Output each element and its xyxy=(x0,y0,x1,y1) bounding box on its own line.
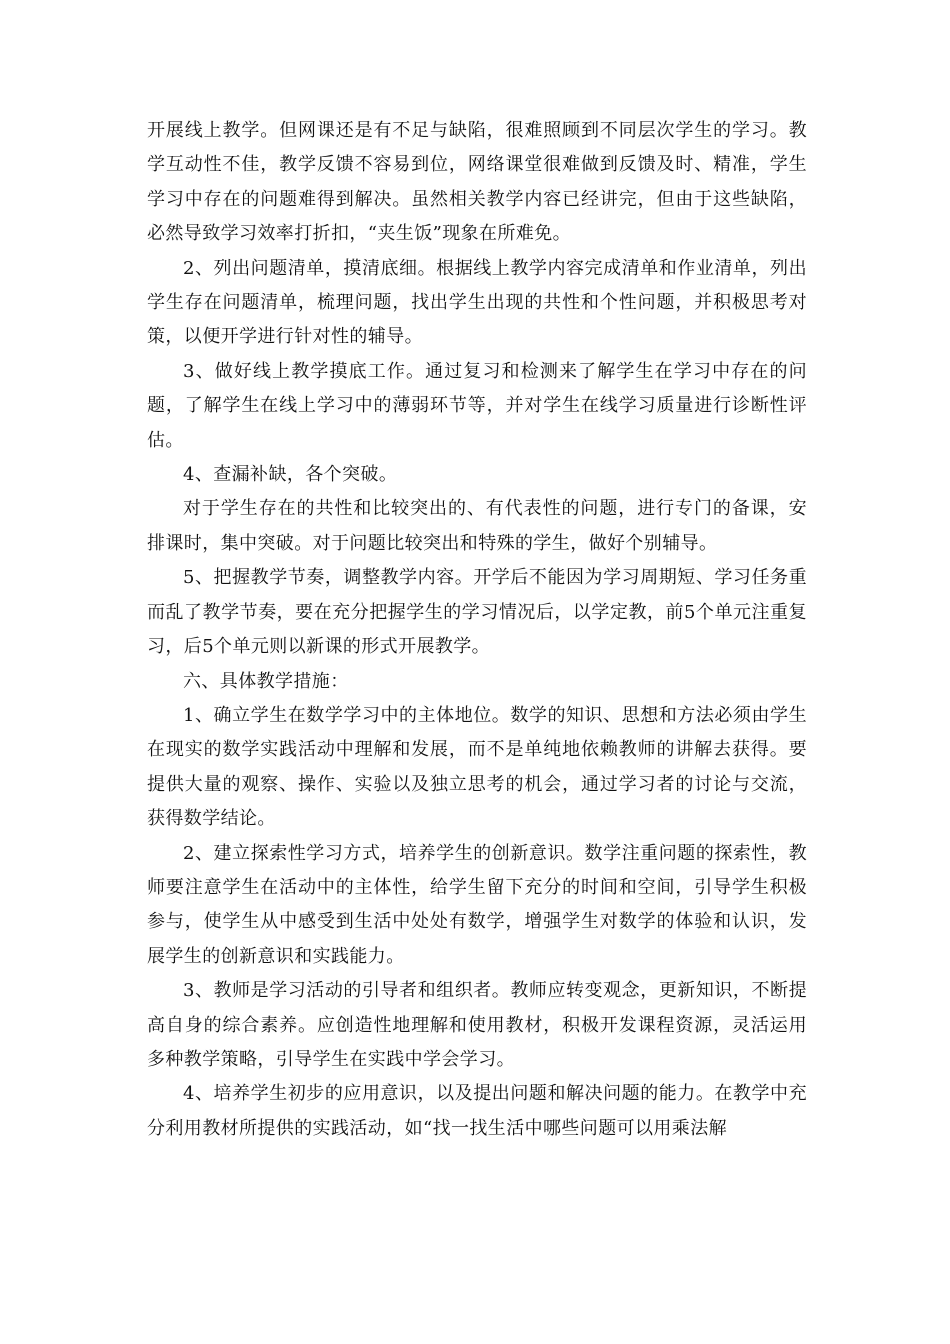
paragraph-item-4-detail: 对于学生存在的共性和比较突出的、有代表性的问题，进行专门的备课，安排课时，集中突破。对于问题比较突出和特殊的学生，做好个别辅导。 xyxy=(147,498,807,554)
paragraph-online-teaching-shortcomings: 开展线上教学。但网课还是有不足与缺陷，很难照顾到不同层次学生的学习。教学互动性不佳，教学反馈不容易到位，网络课堂很难做到反馈及时、精准，学生学习中存在的问题难得到解决。虽然相关教学内容已经讲完，但由于这些缺陷，必然导致学习效率打折扣，“夹生饭”现象在所难免。 xyxy=(147,120,807,245)
paragraph-item-2-problem-list: 2、列出问题清单，摸清底细。根据线上教学内容完成清单和作业清单，列出学生存在问题清单，梳理问题，找出学生出现的共性和个性问题，并积极思考对策，以便开学进行针对性的辅导。 xyxy=(147,257,807,348)
section-heading-six-measures: 六、具体教学措施： xyxy=(183,670,349,692)
document-body xyxy=(147,114,807,1146)
paragraph-item-4-fill-gaps: 4、查漏补缺，各个突破。 xyxy=(183,464,398,486)
paragraph-measure-3: 3、教师是学习活动的引导者和组织者。教师应转变观念，更新知识，不断提高自身的综合素养。应创造性地理解和使用教材，积极开发课程资源，灵活运用多种教学策略，引导学生在实践中学会学习。 xyxy=(147,980,807,1070)
paragraph-measure-4: 4、培养学生初步的应用意识，以及提出问题和解决问题的能力。在教学中充分利用教材所提供的实践活动，如“找一找生活中哪些问题可以用乘法解 xyxy=(147,1083,807,1139)
paragraph-item-5-teaching-pace: 5、把握教学节奏，调整教学内容。开学后不能因为学习周期短、学习任务重而乱了教学节奏，要在充分把握学生的学习情况后，以学定教，前5个单元注重复习，后5个单元则以新课的形式开展教学。 xyxy=(147,567,807,658)
paragraph-item-3-baseline-assessment: 3、做好线上教学摸底工作。通过复习和检测来了解学生在学习中存在的问题，了解学生在线上学习中的薄弱环节等，并对学生在线学习质量进行诊断性评估。 xyxy=(147,360,807,451)
paragraph-measure-2: 2、建立探索性学习方式，培养学生的创新意识。数学注重问题的探索性，教师要注意学生在活动中的主体性，给学生留下充分的时间和空间，引导学生积极参与，使学生从中感受到生活中处处有数学，增强学生对数学的体验和认识，发展学生的创新意识和实践能力。 xyxy=(147,842,807,967)
paragraph-measure-1: 1、确立学生在数学学习中的主体地位。数学的知识、思想和方法必须由学生在现实的数学实践活动中理解和发展，而不是单纯地依赖教师的讲解去获得。要提供大量的观察、操作、实验以及独立思考的机会，通过学习者的讨论与交流，获得数学结论。 xyxy=(147,704,807,830)
